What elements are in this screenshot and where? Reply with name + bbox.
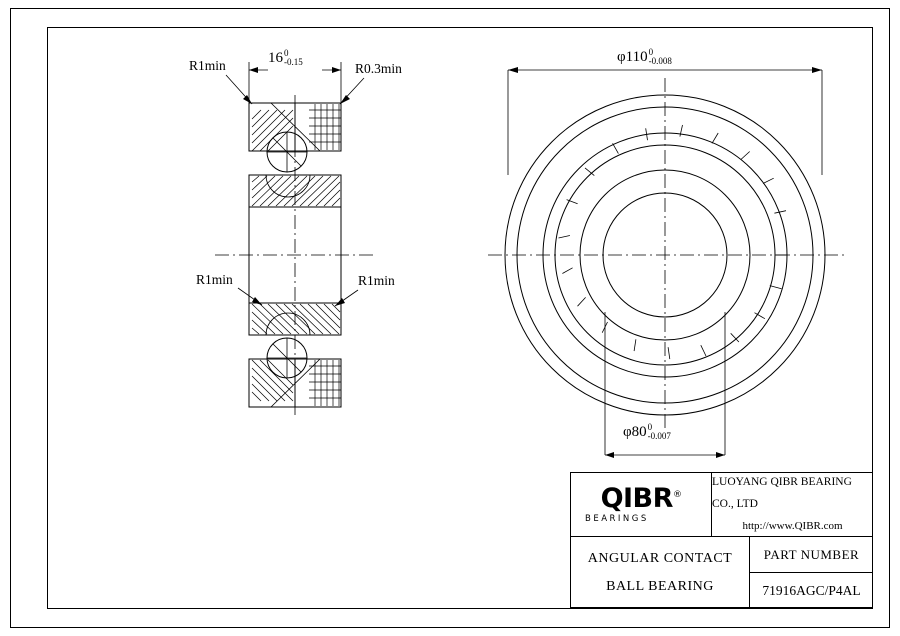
bore-symbol: φ [623,423,632,440]
od-value: 110 [625,48,648,65]
front-view [488,67,845,458]
width-value: 16 [268,49,283,66]
label-bore-diameter [623,423,671,442]
logo-wordmark [601,485,682,512]
label-r1min-top-left: R1min [189,58,226,73]
logo-text: QIBR [600,483,673,514]
company-name: LUOYANG QIBR BEARING CO., LTD [712,476,852,511]
company-logo [571,473,711,536]
label-r1min-mid-right: R1min [358,273,395,288]
width-tol-upper: 0 [284,48,289,58]
title-block [570,472,873,608]
bore-tol-lower: -0.007 [647,431,671,442]
product-description [571,537,749,608]
product-line-1: ANGULAR CONTACT [587,550,733,566]
company-info [712,473,873,536]
cage-pocket-marks [559,125,788,359]
label-r1min-mid-left: R1min [196,272,233,287]
registered-trademark-icon: ® [672,490,682,500]
part-number-value: 71916AGC/P4AL [762,582,861,598]
label-outer-diameter [617,48,672,67]
company-url[interactable]: http://www.QIBR.com [742,519,843,532]
part-number-label: PART NUMBER [763,546,860,562]
bore-value: 80 [631,423,647,440]
width-tol-lower: -0.15 [284,57,303,68]
label-r03min: R0.3min [355,61,402,76]
product-line-2: BALL BEARING [606,578,714,594]
logo-subtitle: BEARINGS [585,514,649,524]
label-width-16 [268,49,303,68]
od-tol-upper: 0 [648,47,654,57]
od-symbol: φ [617,48,626,65]
bore-tol-upper: 0 [647,422,653,432]
od-tol-lower: -0.008 [648,56,672,67]
